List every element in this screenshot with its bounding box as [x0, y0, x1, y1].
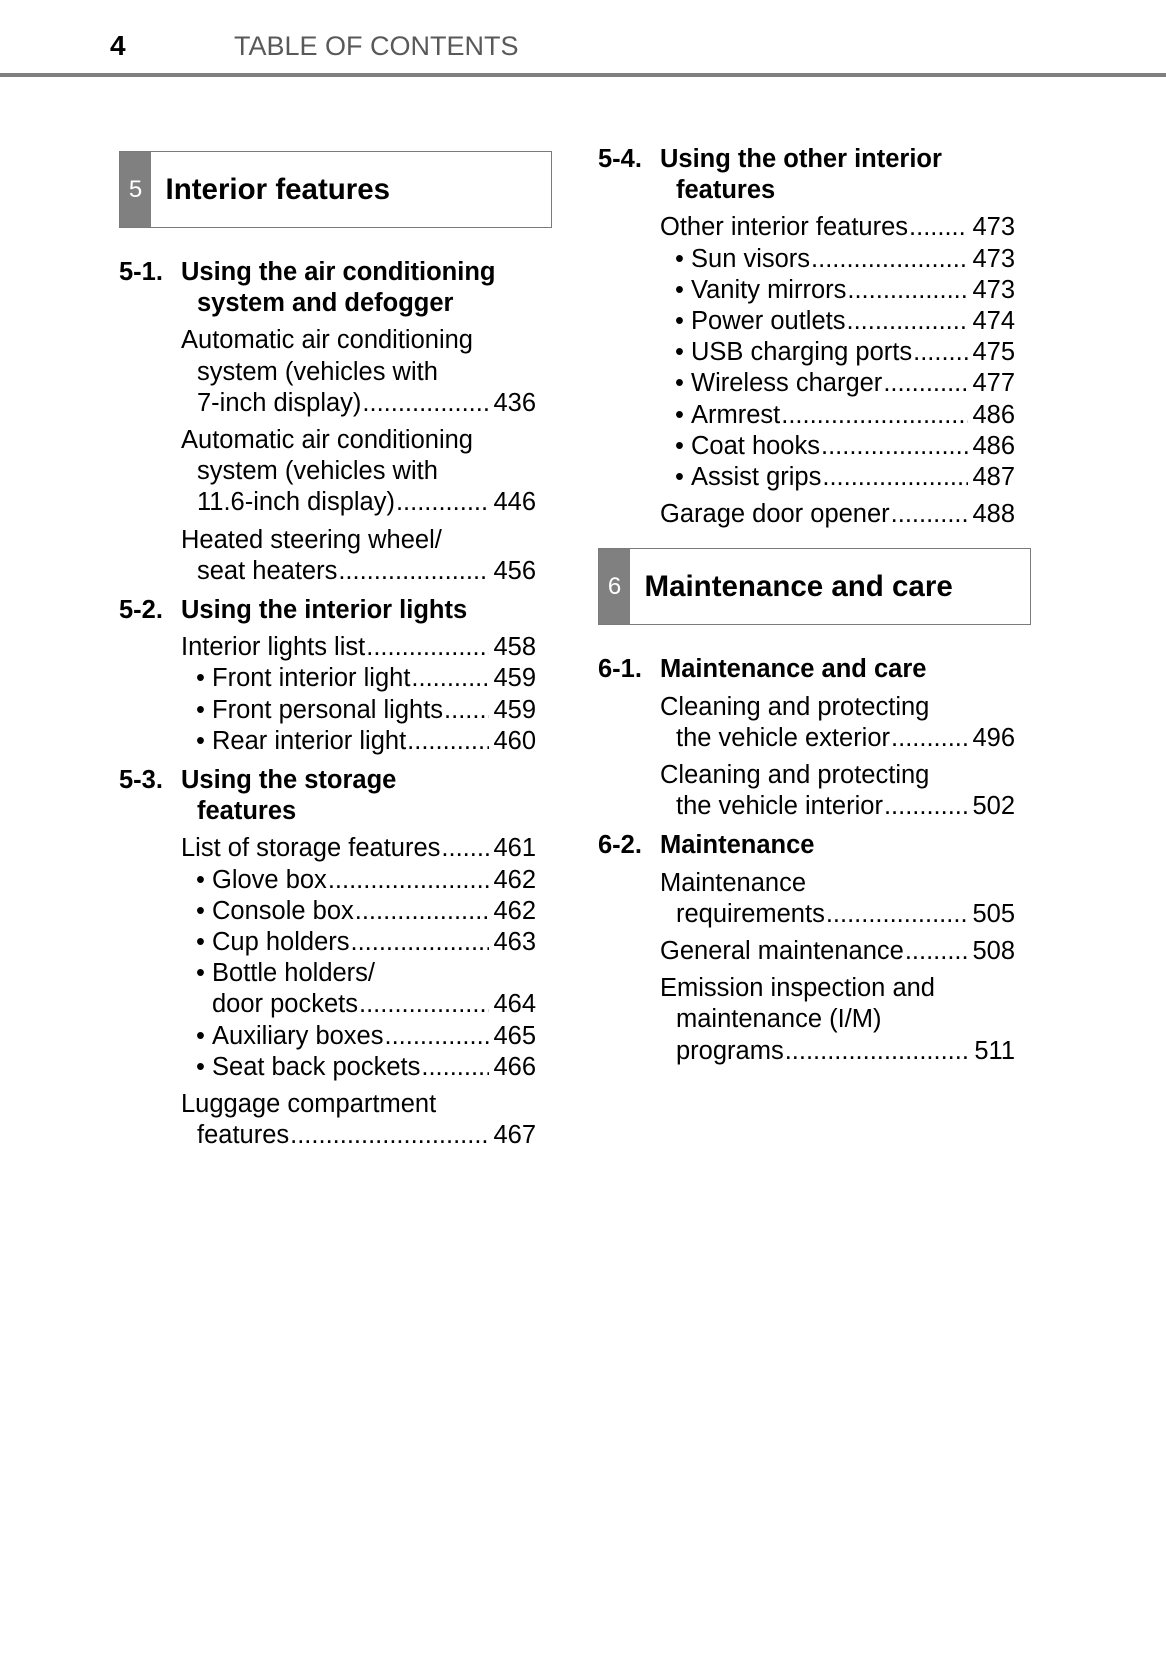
dot-leader [355, 896, 490, 927]
chapter-number: 5 [120, 152, 151, 227]
toc-subentry [119, 927, 536, 958]
toc-entry-row [598, 400, 1015, 431]
dot-leader [328, 865, 490, 896]
toc-entry-label: features [197, 1121, 290, 1150]
bullet-icon [675, 462, 684, 493]
dot-leader [411, 663, 489, 694]
dot-leader [781, 400, 968, 431]
toc-subentry [598, 337, 1015, 368]
toc-entry-text-line: Emission inspection and [660, 974, 935, 1003]
toc-entry-text-line: system (vehicles with [197, 357, 438, 386]
toc-entry [119, 632, 536, 663]
page-reference: 456 [493, 556, 536, 585]
section-title-line: Using the other interior [660, 145, 942, 173]
bullet-icon [675, 337, 684, 368]
toc-entry-label: Seat back pockets [212, 1052, 421, 1081]
toc-entry-label: programs [676, 1036, 784, 1065]
toc-entry-row [119, 1120, 536, 1151]
bullet-icon [196, 958, 205, 989]
dot-leader [847, 275, 968, 306]
bullet-icon [196, 695, 205, 726]
bullet-icon [675, 400, 684, 431]
toc-entry-text-line: system (vehicles with [197, 457, 438, 486]
page-reference: 459 [493, 695, 536, 724]
page-reference: 502 [972, 792, 1015, 821]
toc-entry-label: Assist grips [691, 463, 822, 492]
dot-leader [826, 899, 969, 930]
header-divider [0, 73, 1166, 77]
section-heading [598, 654, 1015, 685]
section-title-line: Using the storage [181, 766, 397, 795]
page-reference: 462 [493, 865, 536, 894]
dot-leader [884, 791, 969, 822]
section-heading [598, 144, 1015, 206]
toc-subentry [598, 368, 1015, 399]
dot-leader [444, 695, 489, 726]
dot-leader [421, 1052, 489, 1083]
toc-entry [119, 1089, 536, 1151]
toc-subentry [119, 958, 536, 1020]
toc-subentry [598, 431, 1015, 462]
page-reference: 488 [972, 500, 1015, 529]
section-heading [119, 595, 536, 626]
dot-leader [290, 1120, 489, 1151]
dot-leader [891, 723, 968, 754]
page-reference: 460 [493, 726, 536, 755]
toc-entry-row [598, 936, 1015, 967]
bullet-icon [196, 927, 205, 958]
toc-entry-row [598, 306, 1015, 337]
toc-subentry [598, 400, 1015, 431]
toc-entry-row [119, 1052, 536, 1083]
section-number: 6-2. [598, 831, 642, 860]
toc-entry-label: seat heaters [197, 556, 338, 585]
toc-entry [119, 833, 536, 864]
page-reference: 473 [972, 244, 1015, 273]
dot-leader [847, 306, 969, 337]
toc-entry [119, 425, 536, 519]
toc-entry-row [119, 556, 536, 587]
toc-entry-row [598, 431, 1015, 462]
toc-entry-label: Interior lights list [181, 633, 366, 662]
section-title-line: features [676, 176, 776, 205]
toc-entry [598, 973, 1015, 1067]
toc-entry [119, 325, 536, 419]
toc-entry-row [119, 487, 536, 518]
toc-entry-row [598, 212, 1015, 243]
dot-leader [785, 1036, 971, 1067]
toc-entry-text-line: Automatic air conditioning [181, 426, 473, 455]
dot-leader [883, 368, 968, 399]
toc-entry [119, 525, 536, 587]
section-heading [119, 765, 536, 827]
chapter-title: Maintenance and care [644, 569, 953, 603]
toc-entry-label: Wireless charger [691, 369, 883, 398]
page-reference: 466 [493, 1052, 536, 1081]
toc-entry-row [598, 1036, 1015, 1067]
toc-entry [598, 868, 1015, 930]
toc-entry-row [598, 462, 1015, 493]
page-reference: 486 [972, 431, 1015, 460]
toc-entry-row [598, 275, 1015, 306]
page-reference: 464 [493, 990, 536, 1019]
page-reference: 477 [972, 369, 1015, 398]
section-title-line: Maintenance and care [660, 655, 927, 684]
toc-entry-label: Sun visors [691, 244, 811, 273]
page-reference: 459 [493, 664, 536, 693]
toc-entry-text-line: Luggage compartment [181, 1090, 437, 1119]
page-number: 4 [110, 30, 126, 61]
toc-entry-label: Garage door opener [660, 500, 890, 529]
toc-subentry [119, 896, 536, 927]
section-number: 5-2. [119, 596, 163, 625]
bullet-icon [196, 1021, 205, 1052]
toc-entry-row [119, 663, 536, 694]
toc-entry-label: Front interior light [212, 664, 411, 693]
toc-entry-row [598, 337, 1015, 368]
bullet-icon [675, 431, 684, 462]
page-reference: 463 [493, 928, 536, 957]
toc-entry-label: Coat hooks [691, 431, 820, 460]
toc-entry-text-line: Automatic air conditioning [181, 326, 473, 355]
dot-leader [909, 212, 968, 243]
section-number: 6-1. [598, 655, 642, 684]
toc-entry [598, 499, 1015, 530]
toc-subentry [119, 726, 536, 757]
section-title-line: features [197, 797, 297, 826]
section-number: 5-4. [598, 145, 642, 173]
toc-entry-row [119, 833, 536, 864]
toc-subentry [598, 306, 1015, 337]
toc-subentry [598, 275, 1015, 306]
section-number: 5-1. [119, 258, 163, 286]
toc-entry-label: the vehicle interior [676, 792, 883, 821]
page-reference: 436 [493, 388, 536, 417]
toc-entry-label: Auxiliary boxes [212, 1021, 384, 1050]
page-reference: 461 [493, 834, 536, 863]
toc-left-column [119, 151, 536, 1151]
dot-leader [385, 1021, 490, 1052]
toc-entry [598, 212, 1015, 243]
toc-subentry [119, 865, 536, 896]
toc-entry-row [119, 632, 536, 663]
page-reference: 487 [972, 463, 1015, 492]
toc-entry-row [598, 899, 1015, 930]
dot-leader [362, 388, 489, 419]
toc-entry-label: Glove box [212, 865, 327, 894]
section-title-line: Maintenance [660, 831, 815, 860]
toc-entry-text-line: Bottle holders/ [212, 959, 376, 988]
page-reference: 496 [972, 723, 1015, 752]
bullet-icon [196, 1052, 205, 1083]
toc-entry-label: Vanity mirrors [691, 275, 847, 304]
section-heading [119, 257, 536, 319]
toc-entry-row [598, 368, 1015, 399]
toc-entry-row [119, 695, 536, 726]
page-reference: 446 [493, 488, 536, 517]
page-reference: 473 [972, 213, 1015, 242]
toc-subentry [598, 244, 1015, 275]
page-reference: 486 [972, 400, 1015, 429]
toc-entry-row [119, 1021, 536, 1052]
dot-leader [441, 833, 489, 864]
dot-leader [351, 927, 490, 958]
page-reference: 475 [972, 338, 1015, 367]
bullet-icon [196, 726, 205, 757]
toc-entry-row [119, 989, 536, 1020]
chapter-number: 6 [599, 549, 630, 624]
toc-entry-text-line: Heated steering wheel/ [181, 525, 442, 554]
dot-leader [396, 487, 489, 518]
toc-entry-label: 11.6-inch display) [197, 488, 395, 517]
toc-right-column [598, 144, 1015, 1067]
bullet-icon [196, 663, 205, 694]
toc-entry-label: General maintenance [660, 937, 904, 966]
section-heading [598, 830, 1015, 861]
page-reference: 473 [972, 275, 1015, 304]
toc-entry-text-line: maintenance (I/M) [676, 1005, 882, 1034]
toc-entry-text-line: Maintenance [660, 868, 807, 897]
dot-leader [811, 244, 968, 275]
toc-entry-label: Front personal lights [212, 695, 444, 724]
toc-subentry [119, 1021, 536, 1052]
page-reference: 467 [493, 1121, 536, 1150]
toc-entry-row [598, 791, 1015, 822]
page-reference: 462 [493, 896, 536, 925]
dot-leader [822, 462, 968, 493]
toc-entry-label: USB charging ports [691, 338, 913, 367]
chapter-title: Interior features [165, 172, 391, 206]
toc-entry-row [598, 723, 1015, 754]
bullet-icon [675, 244, 684, 275]
page-reference: 511 [974, 1036, 1015, 1065]
toc-entry-text-line: Cleaning and protecting [660, 692, 930, 721]
section-title-line: Using the air conditioning [181, 258, 496, 286]
toc-entry-row [119, 896, 536, 927]
dot-leader [913, 337, 968, 368]
toc-entry [598, 936, 1015, 967]
dot-leader [359, 989, 489, 1020]
toc-entry-label: requirements [676, 899, 825, 928]
page-title: TABLE OF CONTENTS [234, 31, 519, 61]
toc-entry-label: Rear interior light [212, 726, 407, 755]
toc-entry-label: door pockets [212, 990, 359, 1019]
page-reference: 458 [493, 633, 536, 662]
dot-leader [407, 726, 489, 757]
page-reference: 474 [972, 307, 1015, 336]
toc-subentry [598, 462, 1015, 493]
page-reference: 505 [972, 899, 1015, 928]
toc-entry-label: Other interior features [660, 213, 909, 242]
dot-leader [905, 936, 969, 967]
dot-leader [821, 431, 968, 462]
toc-subentry [119, 663, 536, 694]
toc-entry-label: the vehicle exterior [676, 723, 891, 752]
toc-entry-label: 7-inch display) [197, 388, 362, 417]
page-reference: 465 [493, 1021, 536, 1050]
dot-leader [891, 499, 969, 530]
toc-entry-row [119, 726, 536, 757]
toc-entry [598, 692, 1015, 754]
toc-subentry [119, 1052, 536, 1083]
toc-entry-row [119, 388, 536, 419]
toc-entry-label: Power outlets [691, 307, 846, 336]
toc-entry-row [119, 927, 536, 958]
section-number: 5-3. [119, 766, 163, 795]
dot-leader [366, 632, 489, 663]
toc-entry-row [119, 865, 536, 896]
dot-leader [338, 556, 489, 587]
bullet-icon [196, 865, 205, 896]
toc-entry-label: List of storage features [181, 834, 441, 863]
toc-entry-text-line: Cleaning and protecting [660, 761, 930, 790]
bullet-icon [196, 896, 205, 927]
toc-subentry [119, 695, 536, 726]
chapter-heading [119, 151, 552, 228]
chapter-heading [598, 548, 1031, 625]
section-title-line: Using the interior lights [181, 596, 468, 625]
bullet-icon [675, 275, 684, 306]
toc-entry-label: Cup holders [212, 928, 350, 957]
bullet-icon [675, 368, 684, 399]
page-reference: 508 [972, 937, 1015, 966]
toc-entry-label: Console box [212, 896, 354, 925]
toc-entry-row [598, 244, 1015, 275]
toc-entry-row [598, 499, 1015, 530]
section-title-line: system and defogger [197, 289, 454, 318]
toc-entry-label: Armrest [691, 400, 781, 429]
bullet-icon [675, 306, 684, 337]
toc-entry [598, 760, 1015, 822]
